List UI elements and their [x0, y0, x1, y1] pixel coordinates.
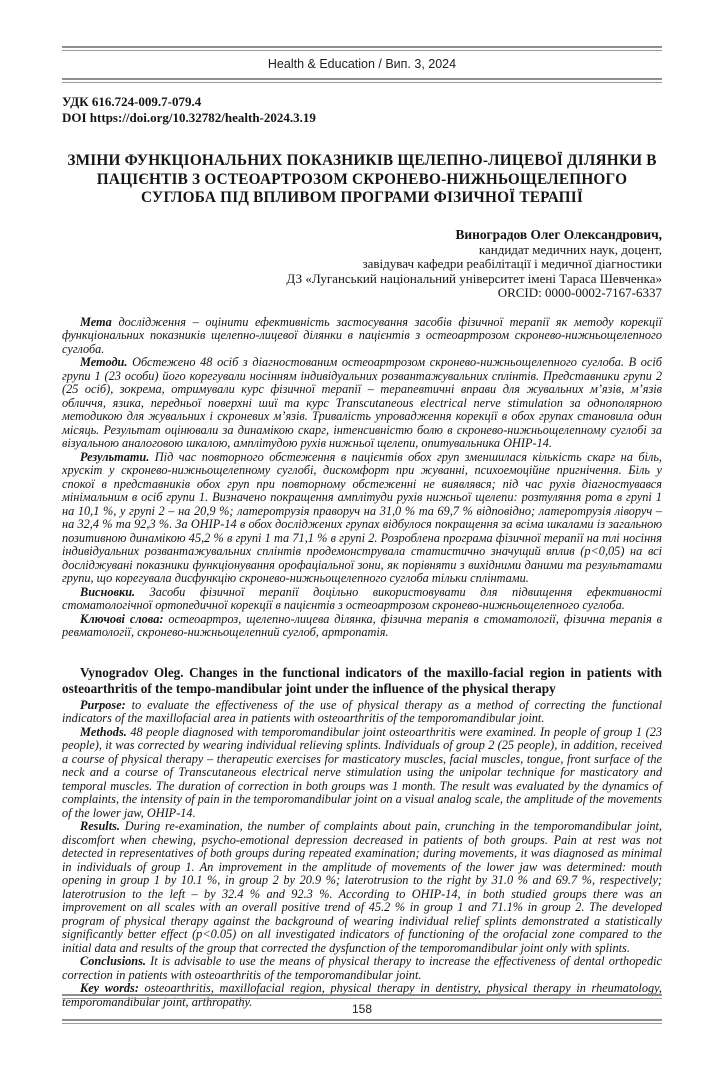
paragraph-text: to evaluate the effectiveness of the use of physical therapy as a method of correcting the functional indicators of the maxillofacial area in patients with osteoarthritis of the temporomandibular joint.: [62, 697, 662, 726]
author-position: завідувач кафедри реабілітації і медичної діагностики: [362, 256, 662, 272]
paragraph-lead: Висновки.: [80, 584, 136, 599]
abstract-uk-methods: [62, 356, 662, 451]
paragraph-text: osteoarthritis, maxillofacial region, physical therapy in dentistry, physical therapy in rheumatology, temporomandibular joint, arthropathy.: [62, 981, 662, 1009]
abstract-uk-conclusions: [62, 586, 662, 613]
paragraph-text: During re-examination, the number of complaints about pain, crunching in the temporomandibular joint, discomfort when chewing, psycho-emotional depression decreased in patients of both groups. Pain at rest was not detected in representatives of both groups during repeated examination; during movements, it was diagnosed as minimal in individuals of group 1. An improvement in the amplitude of movements of the lower jaw was determined: mouth opening in group 1 by 10.1 %, in group 2 by 20.9 %; laterotrusion to the right by 31.0 % and 69.7 %, respectively; laterotrusion to the left – by 32.4 % and 92.3 %. According to OHIP-14, in both studied groups there was an improvement on all scales with an overall positive trend of 45.2 % in group 1 and 71.1% in group 2. The developed program of physical therapy against the background of wearing individual relief splints demonstrated a statistically significantly better effect (p<0.05) on all investigated indicators of functioning of the orofacial zone compared to the initial data and results of the group that corrected the dysfunction of the temporomandibular joint only with splints.: [62, 819, 662, 955]
paragraph-text: 48 people diagnosed with temporomandibular joint osteoarthritis were examined. In people of group 1 (23 people), it was corrected by wearing individual relieving splints. Individuals of group 2 (25 people), in addition, received a course of physical therapy – therapeutic exercises for masticatory muscles, facial muscles, tongue, front surface of the neck and a course of Transcutaneous electrical nerve stimulation using the unipolar technique for masticatory and temporal muscles. The duration of correction in both groups was 1 month. The result was evaluated by the dynamics of complaints, the intensity of pain in the temporomandibular joint on a visual analog scale, the amplitude of the movements of the lower jaw, OHIP-14.: [62, 724, 662, 820]
paragraph-lead: Purpose:: [80, 697, 126, 712]
abstract-uk-purpose: [62, 316, 662, 357]
paragraph-lead: Key words:: [80, 981, 139, 996]
paragraph-lead: Мета: [80, 314, 112, 329]
journal-page: [0, 46, 724, 1009]
page-number: 158: [351, 1002, 373, 1016]
paragraph-lead: Методи.: [80, 355, 128, 370]
journal-header: [62, 46, 662, 83]
author-orcid: ORCID: 0000-0002-7167-6337: [497, 285, 662, 301]
abstract-en-purpose: [62, 699, 662, 726]
paragraph-text: Обстежено 48 осіб з діагностованим остеоартрозом скронево-нижньощелепного суглоба. В осіб групи 1 (23 особи) його корегували носінням індивідуальних розвантажувальних сплінтів. Представники групи 2 (25 осіб), зокрема, отримували курс фізичної терапії – терапевтичні вправи для жувальних м’язів, м’язів обличчя, язика, передньої поверхні шиї та курс Transcutaneous electrical nerve stimulation за однополярною методикою для жувальних і скроневих м’язів. Тривалість упровадження корекції в обох групах становила один місяць. Результат оцінювали за динамікою скарг, інтенсивністю болю в скронево-нижньощелепному суглобі за візуальною аналоговою шкалою, амплітудою рухів нижньої щелепи, опитувальника OHIP-14.: [62, 355, 662, 451]
author-affiliation: ДЗ «Луганський національний університет імені Тараса Шевченка»: [286, 270, 662, 286]
article-meta: [62, 94, 662, 126]
author-degree: кандидат медичних наук, доцент,: [478, 241, 662, 257]
paragraph-lead: Conclusions.: [80, 954, 146, 969]
abstract-ukrainian: [62, 316, 662, 640]
paragraph-text: остеоартроз, щелепно-лицева ділянка, фізична терапія в стоматології, фізична терапія в ревматології, скронево-нижньощелепний суглоб, артропатія.: [62, 611, 663, 640]
abstract-english-heading: Vynogradov Oleg. Changes in the functional indicators of the maxillo-facial region in patients with osteoarthritis of the tempo-mandibular joint under the influence of the physical therapy: [62, 664, 662, 696]
paragraph-text: Засоби фізичної терапії доцільно використовувати для підвищення ефективності стоматологічної ортопедичної корекції в пацієнтів з остеоартрозом скронево-нижньощелепного суглоба.: [62, 584, 662, 613]
paragraph-lead: Ключові слова:: [80, 611, 164, 626]
paragraph-lead: Methods.: [80, 724, 127, 739]
paragraph-lead: Результати.: [80, 449, 150, 464]
paragraph-text: дослідження – оцінити ефективність застосування засобів фізичної терапії як методу корекції функціональних показників щелепно-лицевої ділянки в пацієнтів з остеоартрозом скронево-нижньощелепного суглоба.: [62, 314, 662, 356]
abstract-en-methods: [62, 726, 662, 821]
abstract-en-conclusions: [62, 955, 662, 982]
paragraph-lead: Results.: [80, 819, 120, 834]
author-block: [62, 228, 662, 301]
header-bottom-rule: [62, 78, 662, 83]
paragraph-text: It is advisable to use the means of physical therapy to increase the effectiveness of dental orthopedic correction in patients with osteoarthritis of the temporomandibular joint.: [62, 954, 662, 982]
paragraph-text: Під час повторного обстеження в пацієнтів обох груп зменшилася кількість скарг на біль, хрускіт у скронево-нижньощелепному суглобі, дискомфорт при жуванні, психоемоційне пригнічення. Біль у спокої в представників обох груп при повторному обстеженні не виявлявся; під час рухів діагностувався мінімальним в осіб групи 1. Визначено покращення амплітуди рухів нижньої щелепи: розтуляння рота в групі 1 на 10,1 %, у групі 2 – на 20,9 %; латеротрузія праворуч на 31,0 % та 69,7 % відповідно; латеротрузія ліворуч – на 32,4 % та 92,3 %. За OHIP-14 в обох досліджених групах відбулося покращення за всіма шкалами із загальною позитивною динамікою 45,2 % в групі 1 та 71,1 % в групі 2. Розроблена програма фізичної терапії на тлі носіння індивідуальних розвантажувальних сплінтів продемонструвала статистично значущий вплив (p<0,05) на всі досліджувані показники функціонування орофаціальної зони, як порівняти з вихідними даними та результатами групи, що корегувала дисфункцію скронево-нижньощелепного суглоба тільки сплінтами.: [62, 449, 662, 586]
doi-line: DOI https://doi.org/10.32782/health-2024.3.19: [62, 110, 316, 125]
abstract-uk-results: [62, 451, 662, 586]
journal-title: Health & Education / Вип. 3, 2024: [267, 57, 457, 71]
footer-bottom-rule: [62, 1019, 662, 1024]
author-name: Виноградов Олег Олександрович,: [455, 226, 662, 242]
abstract-uk-keywords: [62, 613, 662, 640]
page-footer: [62, 994, 662, 1024]
article-title: ЗМІНИ ФУНКЦІОНАЛЬНИХ ПОКАЗНИКІВ ЩЕЛЕПНО-ЛИЦЕВОЇ ДІЛЯНКИ В ПАЦІЄНТІВ З ОСТЕОАРТРОЗОМ СКРОНЕВО-НИЖНЬОЩЕЛЕПНОГО СУГЛОБА ПІД ВПЛИВОМ ПРОГРАМИ ФІЗИЧНОЇ ТЕРАПІЇ: [67, 152, 657, 207]
udc-code: УДК 616.724-009.7-079.4: [62, 94, 202, 109]
abstract-english: [62, 699, 662, 1010]
abstract-en-results: [62, 820, 662, 955]
